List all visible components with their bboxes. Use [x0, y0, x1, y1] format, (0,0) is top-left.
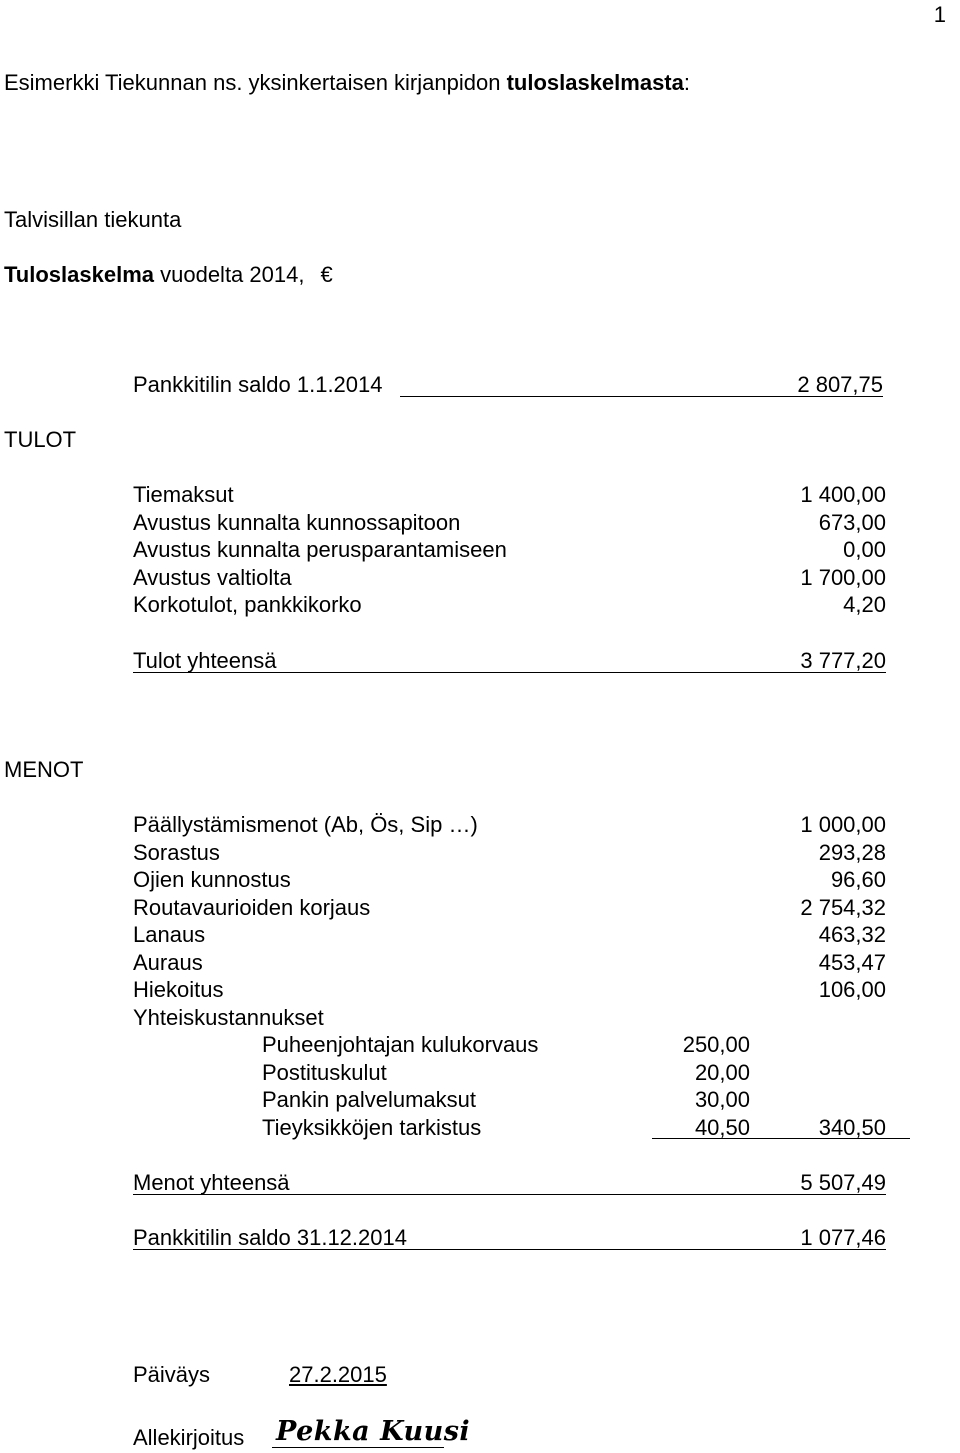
heading-prefix: Esimerkki Tiekunnan ns. yksinkertaisen kirjanpidon — [4, 70, 507, 95]
expense-row-label: Routavaurioiden korjaus — [133, 895, 371, 920]
common-cost-value: 30,00 — [694, 1087, 750, 1112]
income-row-label: Korkotulot, pankkikorko — [133, 592, 362, 617]
expenses-section-label: MENOT — [4, 757, 84, 782]
handwritten-signature: Pekka Kuusi — [276, 1416, 471, 1447]
common-cost-label: Pankin palvelumaksut — [262, 1087, 477, 1112]
expense-row-label: Hiekoitus — [133, 977, 224, 1002]
signature-line — [272, 1447, 444, 1448]
income-row-label: Avustus valtiolta — [133, 565, 292, 590]
statement-title-bold: Tuloslaskelma — [4, 262, 154, 287]
income-row-label: Tiemaksut — [133, 482, 234, 507]
page-heading — [4, 70, 690, 96]
common-cost-value: 20,00 — [694, 1060, 750, 1085]
common-cost-value: 250,00 — [682, 1032, 750, 1057]
income-section-label: TULOT — [4, 427, 77, 452]
heading-suffix: : — [683, 70, 690, 95]
expense-row-label: Auraus — [133, 950, 203, 975]
statement-title-rest: vuodelta 2014, — [154, 262, 305, 287]
common-cost-label: Puheenjohtajan kulukorvaus — [262, 1032, 539, 1057]
common-cost-value: 40,50 — [694, 1115, 750, 1140]
income-row-label: Avustus kunnalta kunnossapitoon — [133, 510, 461, 535]
income-row-value: 4,20 — [843, 592, 886, 617]
expenses-total-value: 5 507,49 — [800, 1170, 886, 1195]
expense-row-value: 1 000,00 — [800, 812, 886, 837]
currency-symbol: € — [320, 262, 333, 287]
expense-row-value: 96,60 — [830, 867, 886, 892]
opening-balance-label: Pankkitilin saldo 1.1.2014 — [133, 372, 383, 397]
closing-balance-label: Pankkitilin saldo 31.12.2014 — [133, 1225, 407, 1250]
date-label: Päiväys — [133, 1362, 211, 1387]
expense-row-label: Ojien kunnostus — [133, 867, 291, 892]
opening-balance-value: 2 807,75 — [797, 372, 883, 397]
expense-row-label: Sorastus — [133, 840, 220, 865]
common-costs-label: Yhteiskustannukset — [133, 1005, 324, 1030]
income-row-label: Avustus kunnalta perusparantamiseen — [133, 537, 507, 562]
heading-bold: tuloslaskelmasta — [506, 70, 684, 95]
common-cost-label: Tieyksikköjen tarkistus — [262, 1115, 482, 1140]
income-row-value: 1 400,00 — [800, 482, 886, 507]
expense-row-value: 293,28 — [818, 840, 886, 865]
income-total-value: 3 777,20 — [800, 648, 886, 673]
common-costs-total: 340,50 — [818, 1115, 886, 1140]
income-total-label: Tulot yhteensä — [133, 648, 277, 673]
income-row-value: 673,00 — [818, 510, 886, 535]
common-cost-label: Postituskulut — [262, 1060, 387, 1085]
signature-label: Allekirjoitus — [133, 1425, 245, 1450]
expense-row-value: 453,47 — [818, 950, 886, 975]
expense-row-value: 106,00 — [818, 977, 886, 1002]
income-row-value: 0,00 — [843, 537, 886, 562]
page-number: 1 — [933, 2, 946, 27]
organization-name: Talvisillan tiekunta — [4, 207, 182, 232]
expense-row-value: 463,32 — [818, 922, 886, 947]
income-row-value: 1 700,00 — [800, 565, 886, 590]
expense-row-label: Päällystämismenot (Ab, Ös, Sip …) — [133, 812, 478, 837]
expense-row-value: 2 754,32 — [800, 895, 886, 920]
expenses-total-label: Menot yhteensä — [133, 1170, 290, 1195]
expense-row-label: Lanaus — [133, 922, 206, 947]
closing-balance-value: 1 077,46 — [800, 1225, 886, 1250]
statement-title — [4, 262, 333, 288]
date-value: 27.2.2015 — [289, 1362, 387, 1387]
